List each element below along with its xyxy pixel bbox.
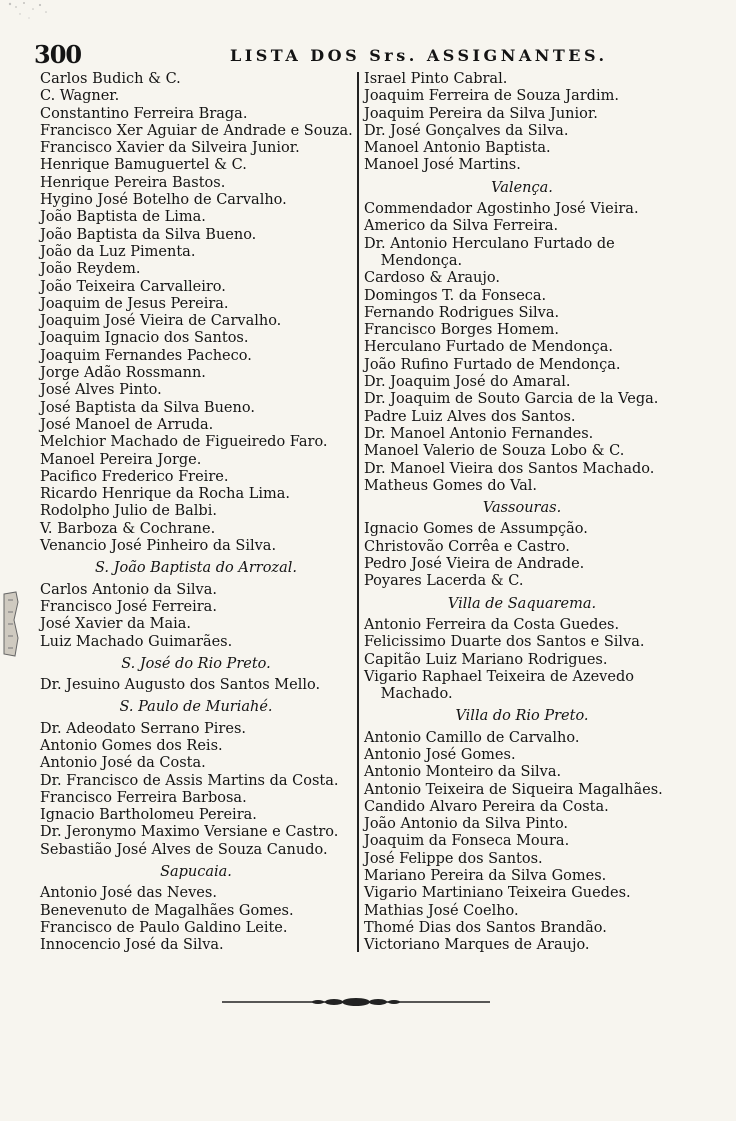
subscriber-name: Joaquim Pereira da Silva Junior. xyxy=(364,105,598,122)
subscriber-name: Carlos Antonio da Silva. xyxy=(40,581,217,598)
subscriber-name: Antonio Ferreira da Costa Guedes. xyxy=(364,616,620,633)
subscriber-name: V. Barboza & Cochrane. xyxy=(40,520,216,537)
subscriber-name: Antonio Teixeira de Siqueira Magalhães. xyxy=(364,781,663,798)
subscriber-name: Henrique Bamuguertel & C. xyxy=(40,157,247,174)
subscriber-name: Mariano Pereira da Silva Gomes. xyxy=(364,868,607,885)
subscriber-name: Dr. Antonio Herculano Furtado de Mendonça. xyxy=(364,235,615,269)
subscriber-name: Joaquim Fernandes Pacheco. xyxy=(40,347,252,364)
subscriber-name: Americo da Silva Ferreira. xyxy=(364,218,559,235)
subscriber-name: Manoel Antonio Baptista. xyxy=(364,140,551,157)
subscriber-name: Manoel Pereira Jorge. xyxy=(40,451,202,468)
locality-heading: Villa do Rio Preto. xyxy=(455,708,589,725)
subscriber-name: Antonio Camillo de Carvalho. xyxy=(364,729,580,746)
subscriber-name: Joaquim José Vieira de Carvalho. xyxy=(40,313,282,330)
page-header xyxy=(34,40,674,70)
subscriber-name: Ignacio Gomes de Assumpção. xyxy=(364,521,588,538)
column-divider xyxy=(357,72,359,952)
locality-section xyxy=(40,656,352,695)
subscriber-name: Dr. Jesuino Augusto dos Santos Mello. xyxy=(40,677,321,694)
locality-section xyxy=(364,500,680,590)
subscriber-name: Dr. Manoel Antonio Fernandes. xyxy=(364,425,594,442)
subscriber-name: João Baptista de Lima. xyxy=(40,209,206,226)
subscriber-name: Dr. Jeronymo Maximo Versiane e Castro. xyxy=(40,824,339,841)
subscriber-name: Felicissimo Duarte dos Santos e Silva. xyxy=(364,634,645,651)
locality-heading: S. José do Rio Preto. xyxy=(121,655,271,672)
subscriber-name: Thomé Dias dos Santos Brandão. xyxy=(364,919,607,936)
subscriber-name: Victoriano Marques de Araujo. xyxy=(364,937,590,954)
page-corner-stain xyxy=(2,0,62,24)
locality-heading: Villa de Saquarema. xyxy=(447,595,597,612)
subscriber-name: João Baptista da Silva Bueno. xyxy=(40,226,257,243)
subscriber-name: João Teixeira Carvalleiro. xyxy=(40,278,226,295)
subscriber-name: Commendador Agostinho José Vieira. xyxy=(364,201,639,218)
subscriber-name: Vigario Martiniano Teixeira Guedes. xyxy=(364,885,631,902)
tailpiece-ornament xyxy=(222,995,490,1009)
subscriber-name: José Xavier da Maia. xyxy=(40,616,192,633)
subscriber-name: João Rufino Furtado de Mendonça. xyxy=(364,356,621,373)
subscriber-name: Padre Luiz Alves dos Santos. xyxy=(364,408,576,425)
subscriber-name: Dr. Adeodato Serrano Pires. xyxy=(40,720,246,737)
subscriber-name: Antonio Gomes dos Reis. xyxy=(40,737,223,754)
subscriber-name: Constantino Ferreira Braga. xyxy=(40,105,248,122)
margin-bracket-mark xyxy=(0,590,22,660)
subscriber-name: Joaquim Ferreira de Souza Jardim. xyxy=(364,88,619,105)
locality-heading: Sapucaia. xyxy=(160,864,232,881)
left-column xyxy=(40,71,352,955)
locality-heading: S. Paulo de Muriahé. xyxy=(119,699,273,716)
subscriber-name: Christovão Corrêa e Castro. xyxy=(364,538,570,555)
subscriber-name: Francisco de Paulo Galdino Leite. xyxy=(40,919,288,936)
subscriber-name: Joaquim Ignacio dos Santos. xyxy=(40,330,249,347)
locality-heading: S. João Baptista do Arrozal. xyxy=(95,560,297,577)
subscriber-name: Dr. José Gonçalves da Silva. xyxy=(364,122,569,139)
subscriber-name: Herculano Furtado de Mendonça. xyxy=(364,339,613,356)
subscriber-name: Francisco José Ferreira. xyxy=(40,598,217,615)
subscriber-name: Henrique Pereira Bastos. xyxy=(40,174,226,191)
locality-section xyxy=(364,708,680,954)
subscriber-name: Manoel José Martins. xyxy=(364,157,521,174)
subscriber-name: Fernando Rodrigues Silva. xyxy=(364,304,560,321)
locality-section xyxy=(364,596,680,704)
subscriber-name: Candido Alvaro Pereira da Costa. xyxy=(364,798,609,815)
subscriber-name: Carlos Budich & C. xyxy=(40,71,181,87)
subscriber-name: Luiz Machado Guimarães. xyxy=(40,633,233,650)
locality-section xyxy=(40,699,352,859)
locality-section xyxy=(40,71,352,555)
subscriber-name: Mathias José Coelho. xyxy=(364,902,519,919)
subscriber-name: Jorge Adão Rossmann. xyxy=(40,365,206,382)
subscriber-name: Francisco Xer Aguiar de Andrade e Souza. xyxy=(40,122,353,139)
subscriber-name: Dr. Joaquim de Souto Garcia de la Vega. xyxy=(364,391,659,408)
subscriber-name: Antonio José da Costa. xyxy=(40,755,206,772)
locality-heading: Valença. xyxy=(491,179,553,196)
subscriber-name: Rodolpho Julio de Balbi. xyxy=(40,503,217,520)
subscriber-name: Antonio José das Neves. xyxy=(40,885,217,902)
subscriber-name: José Baptista da Silva Bueno. xyxy=(40,399,255,416)
subscriber-name: João Reydem. xyxy=(40,261,141,278)
subscriber-name: Domingos T. da Fonseca. xyxy=(364,287,547,304)
subscriber-name: Matheus Gomes do Val. xyxy=(364,477,537,494)
subscriber-name: Francisco Borges Homem. xyxy=(364,322,559,339)
subscriber-name: Vigario Raphael Teixeira de Azevedo Machado. xyxy=(364,668,634,703)
running-title: LISTA DOS Srs. ASSIGNANTES. xyxy=(230,46,608,65)
subscriber-name: Poyares Lacerda & C. xyxy=(364,573,524,590)
subscriber-name: Joaquim da Fonseca Moura. xyxy=(364,833,570,850)
subscriber-name: Pacifico Frederico Freire. xyxy=(40,468,229,485)
subscriber-name: Cardoso & Araujo. xyxy=(364,270,500,287)
subscriber-name: João Antonio da Silva Pinto. xyxy=(364,816,569,833)
subscriber-name: Melchior Machado de Figueiredo Faro. xyxy=(40,434,328,451)
subscriber-name: Francisco Ferreira Barbosa. xyxy=(40,789,247,806)
subscriber-name: Innocencio José da Silva. xyxy=(40,937,224,954)
subscriber-name: Dr. Francisco de Assis Martins da Costa. xyxy=(40,772,339,789)
subscriber-name: Antonio José Gomes. xyxy=(364,746,516,763)
locality-heading: Vassouras. xyxy=(482,500,562,517)
subscriber-name: José Manoel de Arruda. xyxy=(40,416,214,433)
subscriber-name: Ignacio Bartholomeu Pereira. xyxy=(40,807,257,824)
subscriber-name: Dr. Joaquim José do Amaral. xyxy=(364,374,571,391)
subscriber-name: Venancio José Pinheiro da Silva. xyxy=(40,538,277,555)
subscriber-name: Pedro José Vieira de Andrade. xyxy=(364,556,585,573)
subscriber-name: Sebastião José Alves de Souza Canudo. xyxy=(40,841,328,858)
subscriber-name: Hygino José Botelho de Carvalho. xyxy=(40,192,287,209)
subscriber-name: João da Luz Pimenta. xyxy=(40,243,196,260)
locality-section xyxy=(40,560,352,650)
subscriber-name: Francisco Xavier da Silveira Junior. xyxy=(40,140,300,157)
subscriber-name: Manoel Valerio de Souza Lobo & C. xyxy=(364,443,625,460)
subscriber-name: Benevenuto de Magalhães Gomes. xyxy=(40,902,294,919)
subscriber-name: José Felippe dos Santos. xyxy=(364,850,543,867)
locality-section xyxy=(364,180,680,495)
subscriber-name: Israel Pinto Cabral. xyxy=(364,71,508,87)
subscriber-name: Joaquim de Jesus Pereira. xyxy=(40,295,229,312)
locality-section xyxy=(364,71,680,175)
subscriber-name: Dr. Manoel Vieira dos Santos Machado. xyxy=(364,460,655,477)
page-number: 300 xyxy=(34,40,82,69)
right-column xyxy=(364,71,680,955)
subscriber-name: Antonio Monteiro da Silva. xyxy=(364,764,562,781)
subscriber-name: Capitão Luiz Mariano Rodrigues. xyxy=(364,651,608,668)
subscriber-name: Ricardo Henrique da Rocha Lima. xyxy=(40,486,290,503)
subscriber-name: C. Wagner. xyxy=(40,88,120,105)
subscriber-name: José Alves Pinto. xyxy=(40,382,162,399)
locality-section xyxy=(40,864,352,954)
